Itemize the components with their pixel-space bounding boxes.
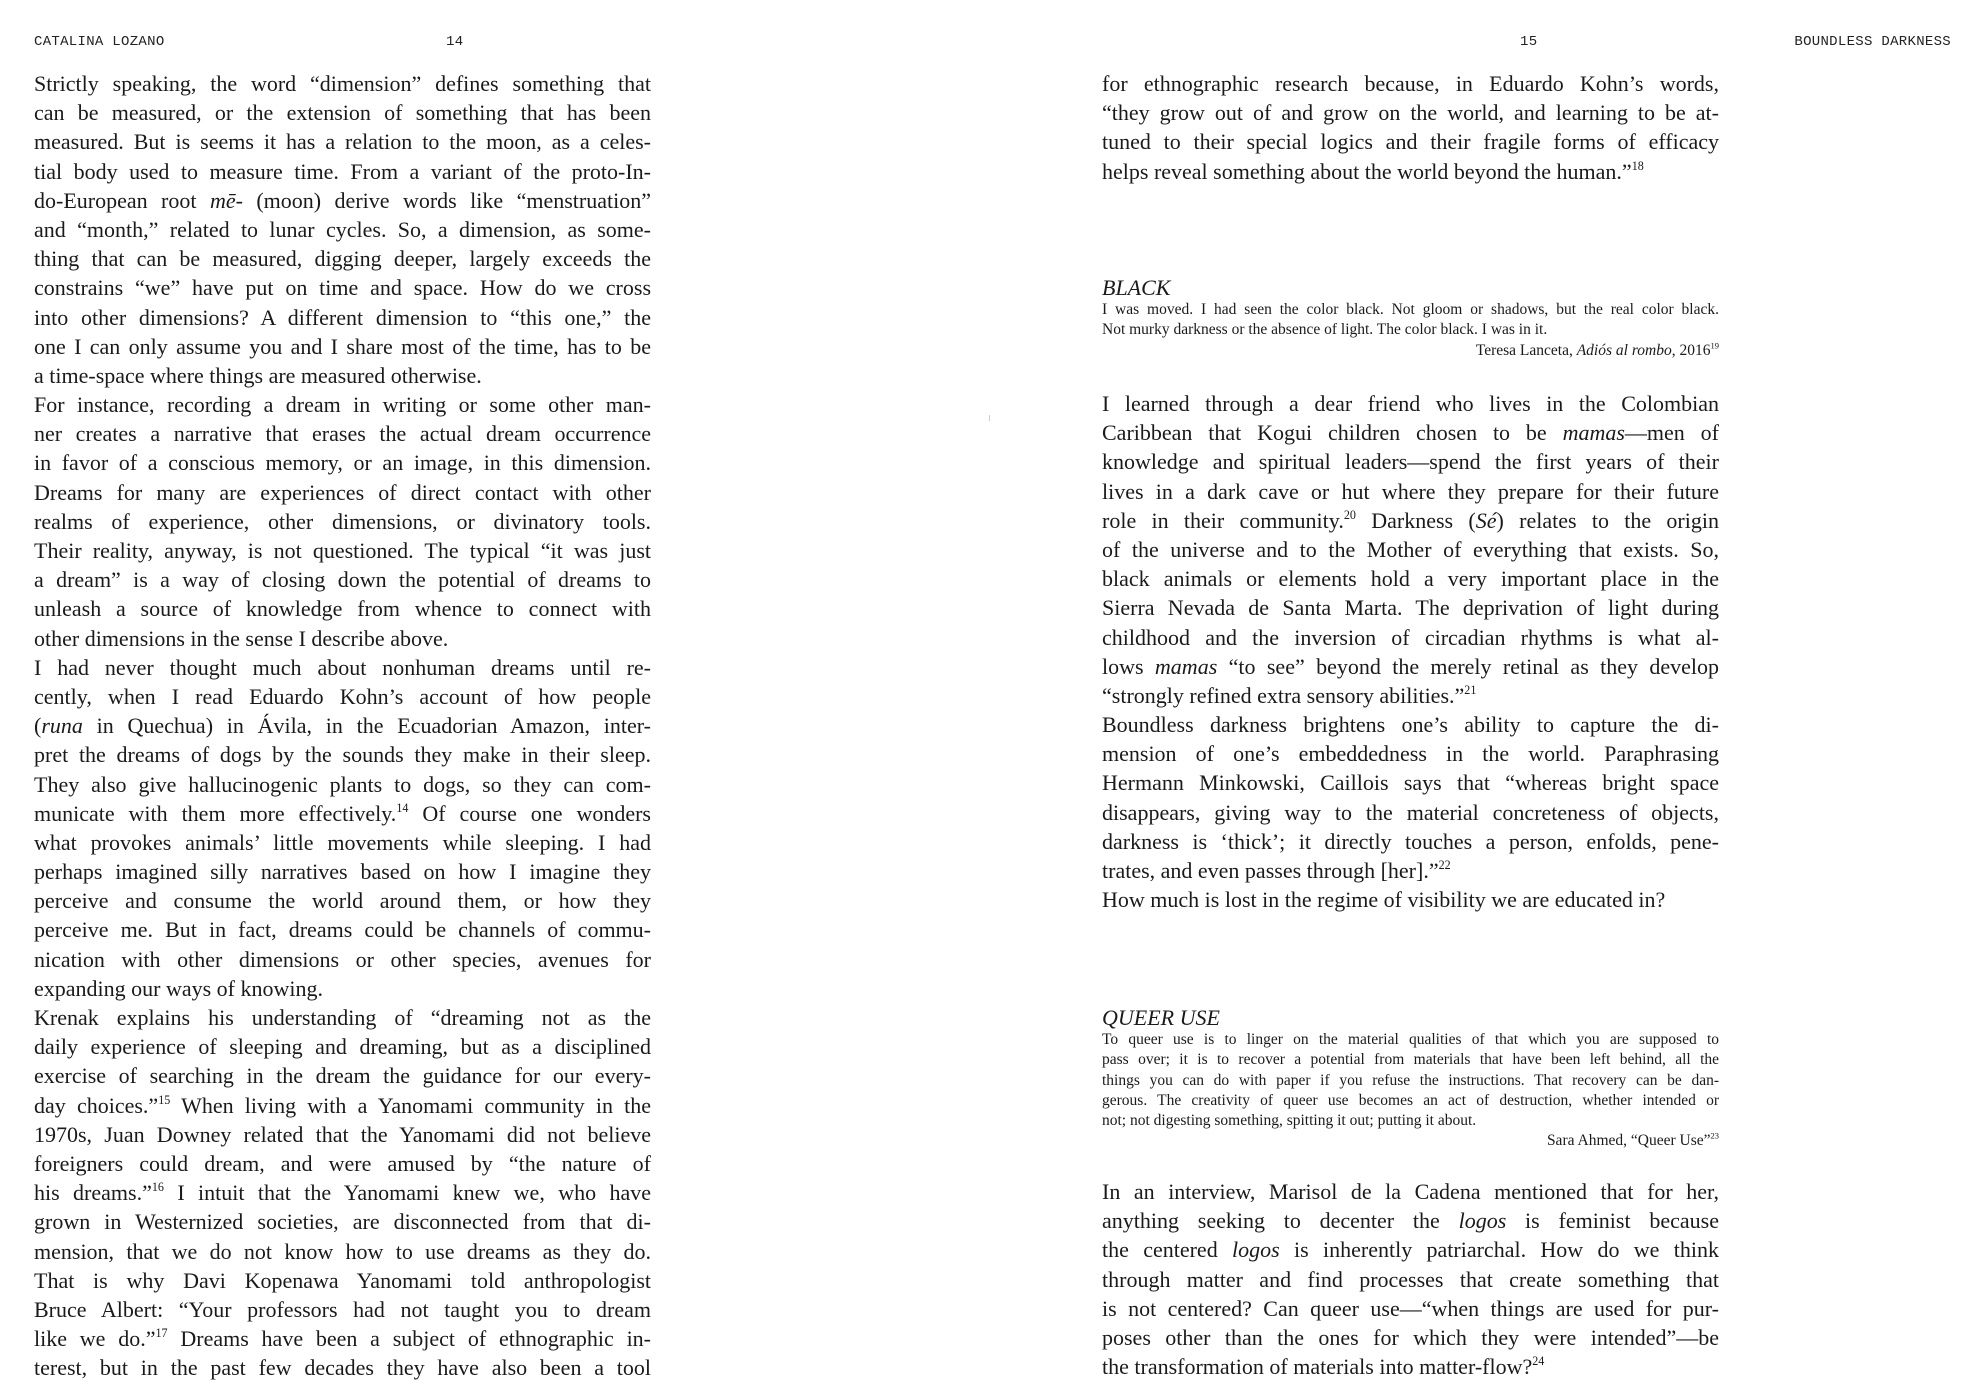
text-line: tuned to their special logics and their fragile forms of efficacy <box>1102 129 1719 155</box>
queer-use-epigraph <box>1102 1030 1719 1152</box>
text-line: in favor of a conscious memory, or an image, in this dimension. <box>34 450 651 476</box>
text-run: is feminist because <box>1506 1208 1719 1234</box>
text-line: is not centered? Can queer use—“when things are used for pur- <box>1102 1295 1719 1321</box>
italic-term: mē- <box>209 187 243 213</box>
text-line: lives in a dark cave or hut where they prepare for their future <box>1102 478 1719 504</box>
text-run: like we do.” <box>34 1326 156 1352</box>
text-run: day choices.” <box>34 1092 159 1118</box>
text-run: Caribbean that Kogui children chosen to be <box>1102 420 1563 446</box>
text-line: Dreams for many are experiences of direct contact with other <box>34 479 651 505</box>
text-line: I had never thought much about nonhuman dreams until re- <box>34 654 651 680</box>
text-line <box>34 1324 651 1353</box>
text-run: I intuit that the Yanomami knew we, who have <box>163 1180 651 1206</box>
text-line: and “month,” related to lunar cycles. So, a dimension, as some- <box>34 216 651 242</box>
text-line: for ethnographic research because, in Eduardo Kohn’s words, <box>1102 71 1719 96</box>
text-line: I was moved. I had seen the color black. Not gloom or shadows, but the real color black. <box>1102 301 1719 318</box>
text-line <box>34 186 651 215</box>
attribution-author: Sara Ahmed, “Queer Use” <box>1546 1132 1711 1150</box>
text-line <box>34 1091 651 1120</box>
text-line: perhaps imagined silly narratives based on how I imagine they <box>34 859 651 885</box>
text-line <box>1102 506 1719 535</box>
text-line: To queer use is to linger on the material qualities of that which you are supposed to <box>1102 1031 1719 1048</box>
text-line: ner creates a narrative that erases the actual dream occurrence <box>34 421 651 447</box>
footnote-ref: 14 <box>396 800 409 815</box>
text-line: black animals or elements hold a very important place in the <box>1102 566 1719 592</box>
text-run: When living with a Yanomami community in the <box>170 1092 651 1118</box>
text-line <box>1102 157 1719 186</box>
footnote-ref: 20 <box>1343 507 1356 522</box>
text-line: realms of experience, other dimensions, or divinatory tools. <box>34 508 651 534</box>
text-line: Strictly speaking, the word “dimension” defines something that <box>34 71 651 96</box>
italic-term: mamas <box>1562 420 1625 446</box>
text-line: expanding our ways of knowing. <box>34 975 324 1001</box>
black-quote-attribution <box>1102 341 1719 361</box>
text-line: They also give hallucinogenic plants to dogs, so they can com- <box>34 771 651 797</box>
text-line <box>1102 856 1719 885</box>
text-line <box>1102 652 1719 681</box>
running-head-left: CATALINA LOZANO <box>34 34 165 50</box>
black-quote <box>1102 300 1719 341</box>
text-line <box>34 1178 651 1207</box>
text-line: I learned through a dear friend who lives in the Colombian <box>1102 391 1719 416</box>
text-line: Bruce Albert: “Your professors had not taught you to dream <box>34 1296 651 1322</box>
italic-term: mamas <box>1154 653 1218 679</box>
text-run: helps reveal something about the world beyond the human.” <box>1102 158 1632 184</box>
text-line <box>1102 1352 1719 1381</box>
text-line: other dimensions in the sense I describe above. <box>34 625 449 651</box>
text-line: a time-space where things are measured otherwise. <box>34 362 482 388</box>
right-intro-text <box>1102 69 1719 186</box>
text-line: How much is lost in the regime of visibility we are educated in? <box>1102 887 1666 913</box>
text-line: unleash a source of knowledge from whence to connect with <box>34 596 651 622</box>
text-line: exercise of searching in the dream the guidance for our every- <box>34 1063 651 1089</box>
text-line: That is why Davi Kopenawa Yanomami told anthropologist <box>34 1267 651 1293</box>
text-line: nication with other dimensions or other species, avenues for <box>34 946 651 972</box>
text-line: knowledge and spiritual leaders—spend the first years of their <box>1102 449 1719 475</box>
text-line: Boundless darkness brightens one’s ability to capture the di- <box>1102 712 1719 738</box>
running-head-right: BOUNDLESS DARKNESS <box>1794 34 1951 50</box>
text-line: darkness is ‘thick’; it directly touches a person, enfolds, pene- <box>1102 828 1719 854</box>
footnote-ref: 15 <box>158 1092 171 1107</box>
text-run: (moon) derive words like “menstruation” <box>242 187 651 213</box>
text-line: Hermann Minkowski, Caillois says that “whereas bright space <box>1102 770 1719 796</box>
text-line: In an interview, Marisol de la Cadena mentioned that for her, <box>1102 1179 1719 1204</box>
text-run: Dreams have been a subject of ethnographic in- <box>167 1326 652 1352</box>
text-line: a dream” is a way of closing down the potential of dreams to <box>34 567 651 593</box>
text-run: lows <box>1102 653 1155 679</box>
text-run: in Quechua) in Ávila, in the Ecuadorian Amazon, inter- <box>82 713 651 739</box>
text-line: For instance, recording a dream in writing or some other man- <box>34 392 651 418</box>
text-line: through matter and find processes that create something that <box>1102 1266 1719 1292</box>
gutter-mark <box>989 415 990 421</box>
footnote-ref: 21 <box>1464 682 1477 697</box>
text-run: “strongly refined extra sensory abilities.” <box>1102 682 1465 708</box>
text-line: 1970s, Juan Downey related that the Yanomami did not believe <box>34 1121 651 1147</box>
attribution-title: Adiós al rombo <box>1576 341 1672 359</box>
italic-term: runa <box>41 713 83 739</box>
text-run: Of course one wonders <box>408 800 651 826</box>
queer-use-quote-attribution <box>1102 1131 1719 1151</box>
left-column-text <box>34 69 651 1382</box>
text-line: gerous. The creativity of queer use becomes an act of destruction, whether intended or <box>1102 1091 1719 1109</box>
text-line <box>1102 1235 1719 1264</box>
text-line <box>1102 418 1719 447</box>
text-line: constrains “we” have put on time and space. How do we cross <box>34 275 651 301</box>
text-line: of the universe and to the Mother of everything that exists. So, <box>1102 536 1719 562</box>
text-line <box>1102 1206 1719 1235</box>
text-run: role in their community. <box>1102 507 1344 533</box>
text-line: perceive me. But in fact, dreams could be channels of commu- <box>34 917 651 943</box>
italic-term: logos <box>1458 1208 1507 1234</box>
text-line: terest, but in the past few decades they have also been a tool <box>34 1355 651 1381</box>
page-number-right: 15 <box>1520 34 1538 50</box>
text-run: ) relates to the origin <box>1496 507 1719 533</box>
text-line <box>1102 681 1719 710</box>
footnote-ref: 17 <box>155 1326 168 1340</box>
text-line: Krenak explains his understanding of “dreaming not as the <box>34 1005 651 1030</box>
text-line: tial body used to measure time. From a variant of the proto-In- <box>34 158 651 184</box>
text-line: childhood and the inversion of circadian rhythms is what al- <box>1102 624 1719 650</box>
text-line: Sierra Nevada de Santa Marta. The deprivation of light during <box>1102 595 1719 621</box>
text-line: into other dimensions? A different dimension to “this one,” the <box>34 304 651 330</box>
text-run: ( <box>34 713 42 739</box>
text-line: poses other than the ones for which they were intended”—be <box>1102 1324 1719 1350</box>
text-run: the centered <box>1102 1237 1233 1263</box>
text-line: one I can only assume you and I share most of the time, has to be <box>34 333 651 359</box>
text-run: “to see” beyond the merely retinal as they develop <box>1217 653 1719 679</box>
text-line: perceive and consume the world around them, or how they <box>34 888 651 914</box>
text-line: disappears, giving way to the material concreteness of objects, <box>1102 799 1719 825</box>
text-run: municate with them more effectively. <box>34 800 397 826</box>
text-run: trates, and even passes through [her].” <box>1102 858 1439 883</box>
section-heading-black: BLACK <box>1102 275 1171 300</box>
text-line: not; not digesting something, spitting it out; putting it about. <box>1102 1112 1477 1130</box>
text-run: —men of <box>1624 420 1719 446</box>
footnote-ref: 19 <box>1710 340 1719 351</box>
text-line: Not murky darkness or the absence of light. The color black. I was in it. <box>1102 321 1548 339</box>
footnote-ref: 24 <box>1532 1354 1545 1369</box>
text-line: grown in Westernized societies, are disconnected from that di- <box>34 1209 651 1235</box>
text-line: mension of one’s embeddedness in the world. Paraphrasing <box>1102 741 1719 767</box>
text-line: foreigners could dream, and were amused by “the nature of <box>34 1150 651 1176</box>
text-run: his dreams.” <box>34 1180 152 1206</box>
text-run: is inherently patriarchal. How do we think <box>1279 1237 1719 1263</box>
queer-use-quote <box>1102 1030 1719 1131</box>
italic-term: logos <box>1232 1237 1280 1263</box>
text-line: Their reality, anyway, is not questioned. The typical “it was just <box>34 538 651 563</box>
text-line: pret the dreams of dogs by the sounds they make in their sleep. <box>34 742 651 768</box>
footnote-ref: 23 <box>1710 1131 1719 1142</box>
footnote-ref: 22 <box>1438 857 1451 872</box>
text-line: pass over; it is to recover a potential from materials that have been left behind, all the <box>1102 1051 1719 1069</box>
text-line <box>34 799 651 828</box>
text-line: things you can do with paper if you refuse the instructions. That recovery can be dan- <box>1102 1071 1719 1089</box>
queer-use-section-body <box>1102 1177 1719 1381</box>
text-line: can be measured, or the extension of something that has been <box>34 100 651 126</box>
black-section-body <box>1102 389 1719 914</box>
text-line: daily experience of sleeping and dreaming, but as a disciplined <box>34 1034 651 1060</box>
text-line <box>34 711 651 740</box>
page-number-left: 14 <box>446 34 464 50</box>
text-line: mension, that we do not know how to use dreams as they do. <box>34 1238 651 1264</box>
text-run: the transformation of materials into matter-flow? <box>1102 1354 1533 1380</box>
text-line: cently, when I read Eduardo Kohn’s account of how people <box>34 683 651 709</box>
black-epigraph <box>1102 300 1719 361</box>
attribution-author: Teresa Lanceta, <box>1475 341 1577 359</box>
text-line: thing that can be measured, digging deeper, largely exceeds the <box>34 246 651 272</box>
italic-term: Sé <box>1475 507 1497 533</box>
text-line: what provokes animals’ little movements while sleeping. I had <box>34 829 651 855</box>
footnote-ref: 16 <box>151 1180 164 1195</box>
text-line: measured. But is seems it has a relation to the moon, as a celes- <box>34 129 651 155</box>
text-line: “they grow out of and grow on the world, and learning to be at- <box>1102 100 1719 126</box>
section-heading-queer-use: QUEER USE <box>1102 1005 1220 1030</box>
text-run: Darkness ( <box>1355 507 1476 533</box>
footnote-ref: 18 <box>1631 158 1644 173</box>
attribution-year: , 2016 <box>1671 341 1711 359</box>
text-run: anything seeking to decenter the <box>1102 1208 1459 1234</box>
text-run: do-European root <box>34 187 210 213</box>
